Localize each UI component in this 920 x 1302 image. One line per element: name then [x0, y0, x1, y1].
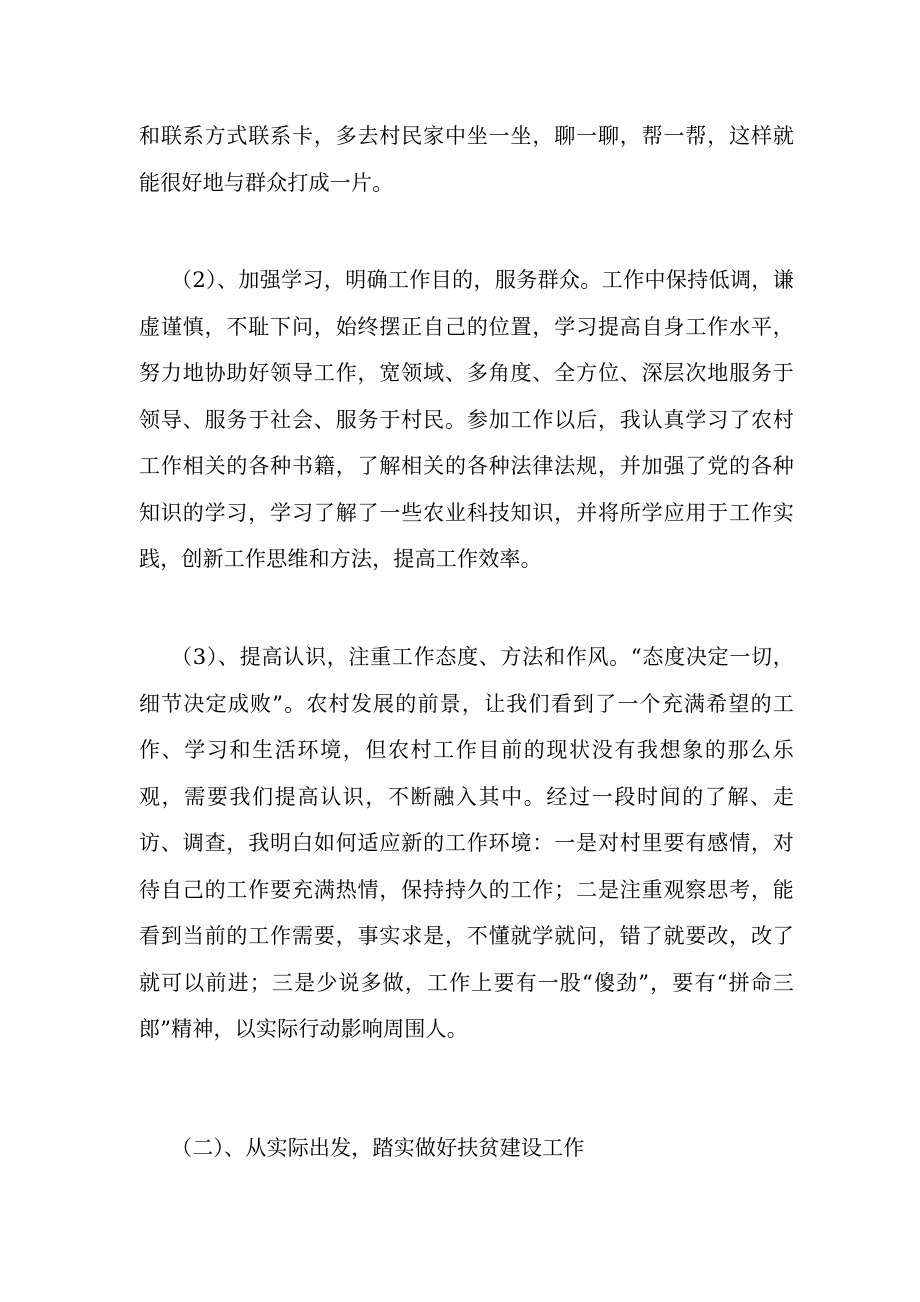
paragraph-attitude: （3）、提高认识，注重工作态度、方法和作风。“态度决定一切，细节决定成败”。农村发展的前景，让我们看到了一个充满希望的工作、学习和生活环境，但农村工作目前的现状没有我想象的那么乐观，需要我们提高认识，不断融入其中。经过一段时间的了解、走访、调查，我明白如何适应新的工作环境：一是对村里要有感情，对待自己的工作要充满热情，保持持久的工作；二是注重观察思考，能看到当前的工作需要，事实求是，不懂就学就问，错了就要改，改了就可以前进；三是少说多做，工作上要有一股“傻劲”，要有“拼命三郎”精神，以实际行动影响周围人。 [139, 645, 794, 1041]
paragraph-continuation: 和联系方式联系卡，多去村民家中坐一坐，聊一聊，帮一帮，这样就能很好地与群众打成一片。 [139, 124, 794, 195]
section-heading: （二）、从实际出发，踏实做好扶贫建设工作 [171, 1136, 585, 1160]
paragraph-study: （2）、加强学习，明确工作目的，服务群众。工作中保持低调，谦虚谨慎，不耻下问，始终摆正自己的位置，学习提高自身工作水平，努力地协助好领导工作，宽领域、多角度、全方位、深层次地服务于领导、服务于社会、服务于村民。参加工作以后，我认真学习了农村工作相关的各种书籍，了解相关的各种法律法规，并加强了党的各种知识的学习，学习了解了一些农业科技知识，并将所学应用于工作实践，创新工作思维和方法，提高工作效率。 [139, 268, 794, 571]
